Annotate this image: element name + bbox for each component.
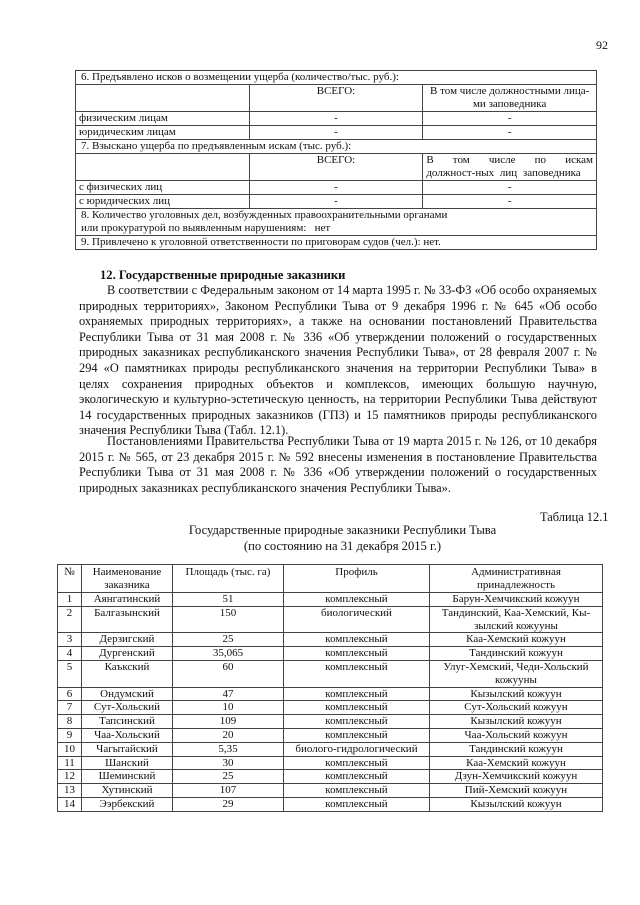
cell-profile: комплексный bbox=[284, 660, 430, 687]
header-admin: Административная принадлежность bbox=[430, 565, 603, 593]
cell-num: 1 bbox=[58, 593, 82, 607]
empty-cell bbox=[76, 154, 250, 181]
cell-num: 2 bbox=[58, 606, 82, 633]
cell-num: 9 bbox=[58, 728, 82, 742]
table-row bbox=[58, 593, 603, 607]
cell-num: 13 bbox=[58, 784, 82, 798]
table-row bbox=[58, 660, 603, 687]
cell-profile: биологический bbox=[284, 606, 430, 633]
section7-header-row bbox=[76, 154, 597, 181]
cell-admin: Тандинский, Каа-Хемский, Кы-зылский кожууны bbox=[430, 606, 603, 633]
header-area: Площадь (тыс. га) bbox=[173, 565, 284, 593]
section6-header-row bbox=[76, 85, 597, 112]
row-label: с юридических лиц bbox=[76, 195, 250, 209]
header-num: № bbox=[58, 565, 82, 593]
cell-admin: Тандинский кожуун bbox=[430, 647, 603, 661]
section6-title: 6. Предъявлено исков о возмещении ущерба (количество/тыс. руб.): bbox=[76, 71, 597, 85]
cell-name: Дургенский bbox=[82, 647, 173, 661]
cell-area: 35,065 bbox=[173, 647, 284, 661]
table-header-row bbox=[58, 565, 603, 593]
cell-profile: комплексный bbox=[284, 687, 430, 701]
table-body bbox=[58, 593, 603, 812]
table-row bbox=[58, 701, 603, 715]
section9-cell: 9. Привлечено к уголовной ответственности по приговорам судов (чел.): нет. bbox=[76, 236, 597, 250]
section8-line2: или прокуратурой по выявленным нарушениям: нет bbox=[81, 222, 331, 234]
cell-name: Дерзигский bbox=[82, 633, 173, 647]
cell-area: 25 bbox=[173, 633, 284, 647]
section7-title: 7. Взыскано ущерба по предъявленным искам (тыс. руб.): bbox=[76, 140, 597, 154]
table-row bbox=[76, 112, 597, 126]
section-heading: 12. Государственные природные заказники bbox=[100, 268, 346, 282]
cell-num: 4 bbox=[58, 647, 82, 661]
cell-num: 10 bbox=[58, 742, 82, 756]
cell-name: Чаа-Хольский bbox=[82, 728, 173, 742]
cell-name: Ээрбекский bbox=[82, 797, 173, 811]
header-name: Наименование заказника bbox=[82, 565, 173, 593]
cell-area: 47 bbox=[173, 687, 284, 701]
cell-name: Шеминский bbox=[82, 770, 173, 784]
section8-line1: 8. Количество уголовных дел, возбужденных правоохранительными органами bbox=[81, 209, 448, 221]
cell-name: Хутинский bbox=[82, 784, 173, 798]
table-row bbox=[76, 195, 597, 209]
cell-name: Каъкский bbox=[82, 660, 173, 687]
section7-title-row bbox=[76, 140, 597, 154]
page-number: 92 bbox=[596, 38, 608, 52]
row-officials: - bbox=[423, 181, 597, 195]
table-row bbox=[76, 126, 597, 140]
cell-name: Аянгатинский bbox=[82, 593, 173, 607]
cell-name: Ондумский bbox=[82, 687, 173, 701]
table-row bbox=[58, 687, 603, 701]
cell-area: 60 bbox=[173, 660, 284, 687]
cell-profile: комплексный bbox=[284, 715, 430, 729]
cell-admin: Улуг-Хемский, Чеди-Хольский кожууны bbox=[430, 660, 603, 687]
col-officials-header: В том числе должностными лица-ми заповедника bbox=[423, 85, 597, 112]
cell-profile: комплексный bbox=[284, 593, 430, 607]
table-row bbox=[58, 756, 603, 770]
cell-profile: биолого-гидрологический bbox=[284, 742, 430, 756]
cell-area: 30 bbox=[173, 756, 284, 770]
col-total-header: ВСЕГО: bbox=[249, 154, 423, 181]
cell-num: 12 bbox=[58, 770, 82, 784]
cell-admin: Кызылский кожуун bbox=[430, 715, 603, 729]
cell-profile: комплексный bbox=[284, 770, 430, 784]
row-label: юридическим лицам bbox=[76, 126, 250, 140]
cell-area: 51 bbox=[173, 593, 284, 607]
table-row bbox=[58, 715, 603, 729]
reserves-table bbox=[57, 564, 603, 812]
cell-profile: комплексный bbox=[284, 633, 430, 647]
row-total: - bbox=[249, 195, 423, 209]
row-officials: - bbox=[423, 126, 597, 140]
cell-num: 3 bbox=[58, 633, 82, 647]
cell-num: 7 bbox=[58, 701, 82, 715]
cell-admin: Каа-Хемский кожуун bbox=[430, 633, 603, 647]
row-label: физическим лицам bbox=[76, 112, 250, 126]
cell-num: 6 bbox=[58, 687, 82, 701]
table-label: Таблица 12.1 bbox=[540, 510, 609, 524]
section8-row bbox=[76, 209, 597, 236]
paragraph-1: В соответствии с Федеральным законом от 14 марта 1995 г. № 33-ФЗ «Об особо охраняемых природных территориях», Законом Республики Тыва от 9 декабря 1996 г. № 645 «Об особо охраняемых природных территориях», а также на основании постановлений Правительства Республики Тыва от 31 мая 2008 г. № 336 «Об утверждении положений о государственных природных заказниках республиканского значения Республики Тыва», от 28 февраля 2007 г. № 294 «О памятниках природы республиканского значения на территории Республики Тыва» в целях сохранения природных объектов и комплексов, имеющих большую научную, экологическую и культурно-эстетическую ценность, на территории Республики Тыва действуют 14 государственных природных заказников (ГПЗ) и 15 памятников природы республиканского значения Республики Тыва (Табл. 12.1). bbox=[79, 283, 597, 438]
cell-area: 25 bbox=[173, 770, 284, 784]
cell-profile: комплексный bbox=[284, 756, 430, 770]
cell-num: 5 bbox=[58, 660, 82, 687]
cell-profile: комплексный bbox=[284, 701, 430, 715]
cell-name: Балгазынский bbox=[82, 606, 173, 633]
cell-area: 5,35 bbox=[173, 742, 284, 756]
section9-row bbox=[76, 236, 597, 250]
table-row bbox=[58, 728, 603, 742]
cell-admin: Чаа-Хольский кожуун bbox=[430, 728, 603, 742]
cell-area: 10 bbox=[173, 701, 284, 715]
cell-admin: Пий-Хемский кожуун bbox=[430, 784, 603, 798]
cell-num: 8 bbox=[58, 715, 82, 729]
table-row bbox=[58, 633, 603, 647]
row-label: с физических лиц bbox=[76, 181, 250, 195]
cell-profile: комплексный bbox=[284, 784, 430, 798]
table-row bbox=[58, 606, 603, 633]
table-title bbox=[0, 523, 640, 554]
cell-num: 11 bbox=[58, 756, 82, 770]
table-row bbox=[58, 784, 603, 798]
table-row bbox=[76, 181, 597, 195]
cell-area: 20 bbox=[173, 728, 284, 742]
row-total: - bbox=[249, 126, 423, 140]
table-title-line2: (по состоянию на 31 декабря 2015 г.) bbox=[243, 538, 442, 553]
damages-table bbox=[75, 70, 597, 250]
cell-admin: Барун-Хемчикский кожуун bbox=[430, 593, 603, 607]
cell-admin: Кызылский кожуун bbox=[430, 687, 603, 701]
row-total: - bbox=[249, 112, 423, 126]
col-total-header: ВСЕГО: bbox=[249, 85, 423, 112]
cell-num: 14 bbox=[58, 797, 82, 811]
table-row bbox=[58, 797, 603, 811]
cell-admin: Тандинский кожуун bbox=[430, 742, 603, 756]
cell-profile: комплексный bbox=[284, 728, 430, 742]
row-officials: - bbox=[423, 195, 597, 209]
cell-area: 150 bbox=[173, 606, 284, 633]
table-title-line1: Государственные природные заказники Республики Тыва bbox=[188, 523, 497, 537]
cell-profile: комплексный bbox=[284, 797, 430, 811]
table-row bbox=[58, 742, 603, 756]
cell-name: Тапсинский bbox=[82, 715, 173, 729]
cell-name: Сут-Хольский bbox=[82, 701, 173, 715]
cell-area: 29 bbox=[173, 797, 284, 811]
cell-admin: Кызылский кожуун bbox=[430, 797, 603, 811]
section8-cell bbox=[76, 209, 597, 236]
cell-name: Шанский bbox=[82, 756, 173, 770]
table-row bbox=[58, 770, 603, 784]
cell-admin: Сут-Хольский кожуун bbox=[430, 701, 603, 715]
table-row bbox=[58, 647, 603, 661]
header-profile: Профиль bbox=[284, 565, 430, 593]
cell-admin: Дзун-Хемчикский кожуун bbox=[430, 770, 603, 784]
cell-area: 107 bbox=[173, 784, 284, 798]
col-officials-header: В том числе по искам должност-ных лиц заповедника bbox=[423, 154, 597, 181]
cell-profile: комплексный bbox=[284, 647, 430, 661]
cell-area: 109 bbox=[173, 715, 284, 729]
section6-title-row bbox=[76, 71, 597, 85]
row-total: - bbox=[249, 181, 423, 195]
paragraph-2: Постановлениями Правительства Республики Тыва от 19 марта 2015 г. № 126, от 10 декабря 2015 г. № 565, от 23 декабря 2015 г. № 592 внесены изменения в постановление Правительства Республики Тыва от 31 мая 2008 г. № 336 «Об утверждении положений о государственных природных заказниках республиканского значения Республики Тыва». bbox=[79, 434, 597, 495]
row-officials: - bbox=[423, 112, 597, 126]
cell-name: Чагытайский bbox=[82, 742, 173, 756]
cell-admin: Каа-Хемский кожуун bbox=[430, 756, 603, 770]
empty-cell bbox=[76, 85, 250, 112]
